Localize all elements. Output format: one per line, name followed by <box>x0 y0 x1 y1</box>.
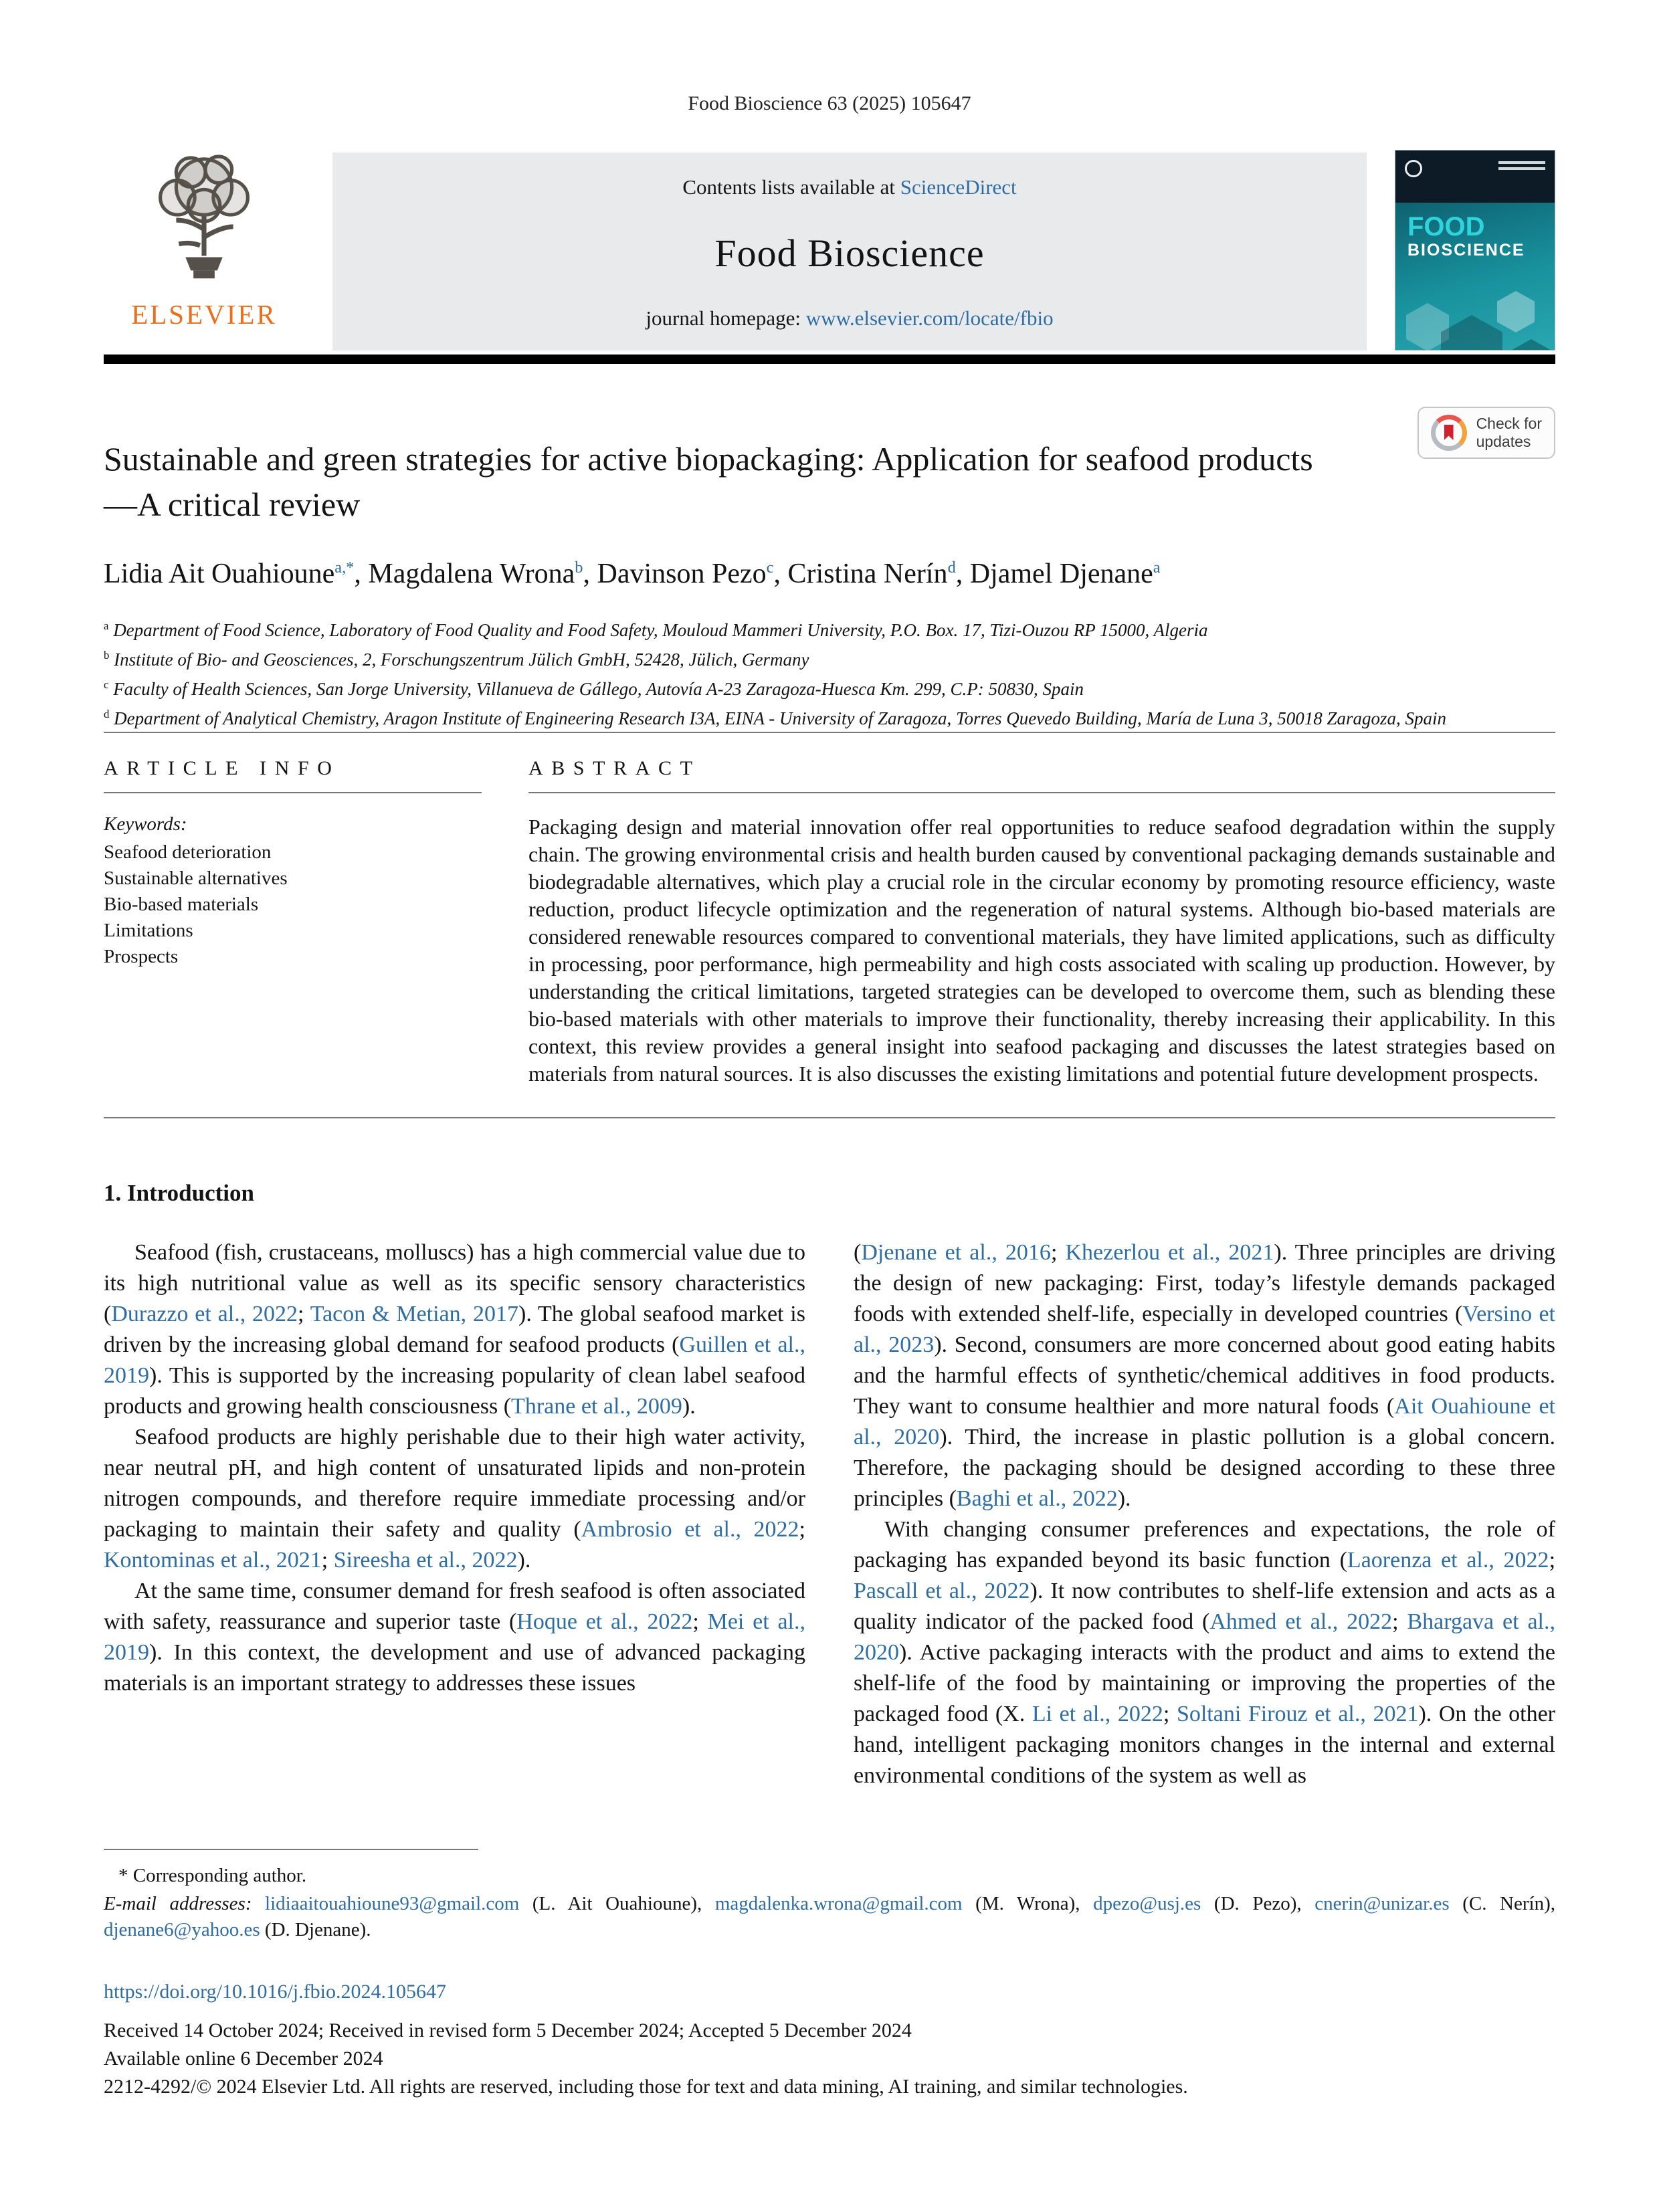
text-segment: ; <box>298 1302 310 1326</box>
text-segment: ( <box>854 1240 862 1265</box>
elsevier-tree-icon <box>132 150 276 296</box>
keyword: Bio-based materials <box>104 894 259 915</box>
cover-title-bioscience: BIOSCIENCE <box>1407 241 1525 260</box>
text-segment: With changing consumer preferences and expectations, the role of packaging has expanded beyond its basic function ( <box>854 1517 1555 1573</box>
article-info-column <box>104 757 482 1088</box>
header-divider-bar <box>104 355 1555 364</box>
author <box>970 559 1161 589</box>
inline-link[interactable]: Mei et al., 2019 <box>104 1609 805 1665</box>
text-segment: (D. Pezo), <box>1201 1893 1315 1914</box>
inline-link[interactable]: Ahmed et al., 2022 <box>1209 1609 1393 1634</box>
article-info-heading: ARTICLE INFO <box>104 757 482 793</box>
affiliation-superscript: c <box>104 678 109 691</box>
footnote-separator <box>104 1849 478 1850</box>
affiliation-superscript: d <box>104 708 110 720</box>
author-affiliation-superscript[interactable]: a,* <box>334 559 355 577</box>
inline-link[interactable]: lidiaaitouahioune93@gmail.com <box>265 1893 520 1914</box>
text-segment: Seafood (fish, crustaceans, molluscs) has a high commercial value due to its high nutritional value as well as its specific sensory characteristics ( <box>104 1240 805 1326</box>
inline-link[interactable]: magdalenka.wrona@gmail.com <box>714 1893 963 1914</box>
keyword: Prospects <box>104 946 179 967</box>
author-name: Djamel Djenane <box>969 559 1153 589</box>
text-segment: ). On the other hand, intelligent packaging monitors changes in the internal and external environmental conditions of the system as well as <box>854 1702 1556 1788</box>
copyright-line: 2212-4292/© 2024 Elsevier Ltd. All rights are reserved, including those for text and data mining, AI training, and similar technologies. <box>104 2076 1188 2098</box>
section-heading: 1. Introduction <box>104 1180 254 1206</box>
author <box>787 559 969 589</box>
check-for-updates-badge[interactable] <box>1418 407 1555 459</box>
keyword: Seafood deterioration <box>104 841 272 863</box>
inline-link[interactable]: Thrane et al., 2009 <box>511 1394 682 1419</box>
author-name: Cristina Nerín <box>787 559 948 589</box>
inline-link[interactable]: Tacon & Metian, 2017 <box>310 1302 518 1326</box>
left-column <box>104 1237 805 1791</box>
elsevier-wordmark: ELSEVIER <box>131 299 277 330</box>
author-affiliation-superscript[interactable]: a <box>1153 559 1161 577</box>
hexagon-icon <box>1441 315 1502 350</box>
text-segment: ). <box>1117 1486 1131 1511</box>
text-segment: ). It now contributes to shelf-life extension and acts as a quality indicator of the packed food ( <box>854 1579 1555 1634</box>
text-segment: ; <box>799 1517 805 1542</box>
affiliation-text: Department of Analytical Chemistry, Aragon Institute of Engineering Research I3A, EINA - University of Zaragoza, Torres Quevedo Building, María de Luna 3, 50018 Zaragoza, Spain <box>109 708 1447 728</box>
author-separator: , <box>354 559 369 589</box>
affiliation-line <box>104 614 1555 642</box>
text-segment: ). In this context, the development and use of advanced packaging materials is an important strategy to addresses these issues <box>104 1640 805 1696</box>
title-block <box>104 415 1555 527</box>
journal-masthead <box>332 153 1367 350</box>
abstract-text: Packaging design and material innovation offer real opportunities to reduce seafood degradation within the supply chain. The growing environmental crisis and health burden caused by conventional packaging demands sustainable and biodegradable alternatives, which play a crucial role in the circular economy by promoting resource efficiency, waste reduction, product lifecycle optimization and the regeneration of natural systems. Although bio-based materials are considered renewable resources compared to conventional materials, they have limited applications, such as difficulty in processing, poor performance, high permeability and high costs associated with scaling up production. However, by understanding the critical limitations, targeted strategies can be developed to overcome them, such as blending these bio-based materials with other materials to improve their functionality, thereby increasing their applicability. In this context, this review provides a general insight into seafood packaging and discusses the latest strategies based on materials from natural sources. It is also discusses the existing limitations and potential future development prospects. <box>528 815 1555 1086</box>
crossmark-label-line1: Check for <box>1476 415 1542 432</box>
text-segment: ). The global seafood market is driven by the increasing global demand for seafood products ( <box>104 1302 805 1357</box>
section-rule <box>104 1117 1555 1118</box>
text-segment: ; <box>1050 1240 1066 1265</box>
text-segment: ). <box>682 1394 696 1419</box>
hexagon-icon <box>1508 339 1555 350</box>
journal-homepage-link[interactable]: www.elsevier.com/locate/fbio <box>805 306 1054 330</box>
inline-link[interactable]: Khezerlou et al., 2021 <box>1065 1240 1274 1265</box>
text-segment: ). Second, consumers are more concerned about good eating habits and the harmful effects of synthetic/chemical additives in food products. They want to consume healthier and more natural foods ( <box>854 1332 1555 1419</box>
inline-link[interactable]: Li et al., 2022 <box>1032 1702 1163 1726</box>
text-segment: (C. Nerín), <box>1449 1893 1555 1914</box>
author-separator: , <box>583 559 597 589</box>
homepage-line <box>349 306 1351 330</box>
right-column <box>854 1237 1555 1791</box>
journal-name: Food Bioscience <box>714 231 985 275</box>
keywords-list <box>104 839 482 970</box>
text-segment: ). Three principles are driving the design of new packaging: First, today’s lifestyle demands packaged foods with extended shelf-life, especially in developed countries ( <box>854 1240 1555 1326</box>
received-dates: Received 14 October 2024; Received in revised form 5 December 2024; Accepted 5 December 2024 <box>104 2019 912 2041</box>
inline-link[interactable]: Djenane et al., 2016 <box>861 1240 1051 1265</box>
text-segment: At the same time, consumer demand for fresh seafood is often associated with safety, reassurance and superior taste ( <box>104 1579 805 1634</box>
inline-link[interactable]: Durazzo et al., 2022 <box>111 1302 298 1326</box>
abstract-column <box>528 757 1555 1088</box>
journal-cover <box>1395 150 1555 350</box>
inline-link[interactable]: djenane6@yahoo.es <box>104 1919 260 1940</box>
contents-prefix: Contents lists available at <box>682 175 900 199</box>
affiliation-superscript: b <box>104 649 110 662</box>
inline-link[interactable]: Ambrosio et al., 2022 <box>581 1517 799 1542</box>
abstract-heading: ABSTRACT <box>528 757 1555 793</box>
doi-link[interactable]: https://doi.org/10.1016/j.fbio.2024.105647 <box>104 1981 446 2003</box>
inline-link[interactable]: Kontominas et al., 2021 <box>104 1548 322 1573</box>
author <box>104 559 368 589</box>
crossmark-icon <box>1431 415 1467 451</box>
text-segment: E-mail addresses: <box>104 1893 266 1914</box>
affiliation-line <box>104 673 1555 701</box>
affiliations-list <box>104 614 1555 730</box>
author-name: Lidia Ait Ouahioune <box>104 559 335 589</box>
authors-line <box>104 558 1555 590</box>
text-segment: ). Third, the increase in plastic pollution is a global concern. Therefore, the packaging should be designed according to these three principles ( <box>854 1425 1555 1511</box>
intro-paragraph <box>104 1576 805 1699</box>
author-name: Magdalena Wrona <box>368 559 575 589</box>
author <box>597 559 787 589</box>
text-segment: (D. Djenane). <box>260 1919 371 1940</box>
inline-link[interactable]: Laorenza et al., 2022 <box>1347 1548 1549 1573</box>
text-segment: ; <box>1392 1609 1407 1634</box>
author-separator: , <box>955 559 970 589</box>
inline-link[interactable]: Versino et al., 2023 <box>854 1302 1555 1357</box>
cover-title <box>1407 213 1525 260</box>
article-info-abstract-section <box>104 733 1555 1117</box>
text-segment: ; <box>1163 1702 1177 1726</box>
author <box>368 559 597 589</box>
author-affiliation-superscript[interactable]: c <box>766 559 774 577</box>
inline-link[interactable]: Ait Ouahioune et al., 2020 <box>854 1394 1555 1449</box>
sciencedirect-link[interactable]: ScienceDirect <box>900 175 1017 199</box>
text-segment: (L. Ait Ouahioune), <box>519 1893 715 1914</box>
author-affiliation-superscript[interactable]: d <box>947 559 956 577</box>
text-segment: ; <box>321 1548 334 1573</box>
inline-link[interactable]: Guillen et al., 2019 <box>104 1332 805 1388</box>
keyword: Sustainable alternatives <box>104 868 288 889</box>
author-separator: , <box>773 559 788 589</box>
intro-paragraph <box>854 1237 1555 1514</box>
inline-link[interactable]: Hoque et al., 2022 <box>516 1609 693 1634</box>
inline-link[interactable]: Baghi et al., 2022 <box>956 1486 1118 1511</box>
affiliation-text: Department of Food Science, Laboratory of Food Quality and Food Safety, Mouloud Mammeri University, P.O. Box. 17, Tizi-Ouzou RP 15000, Algeria <box>108 620 1208 640</box>
crossmark-label-line2: updates <box>1476 433 1531 450</box>
text-segment: ). This is supported by the increasing popularity of clean label seafood products and growing health consciousness ( <box>104 1363 805 1419</box>
introduction-section <box>104 1180 1555 1791</box>
elsevier-logo <box>104 150 304 350</box>
author-name: Davinson Pezo <box>597 559 767 589</box>
inline-link[interactable]: Pascall et al., 2022 <box>854 1579 1030 1603</box>
affiliation-superscript: a <box>104 619 109 632</box>
affiliation-line <box>104 643 1555 672</box>
text-segment: ). Active packaging interacts with the product and aims to extend the shelf-life of the food by maintaining or improving the properties of the packaged food (X. <box>854 1640 1555 1726</box>
cover-decorative-lines <box>1498 161 1545 173</box>
available-online: Available online 6 December 2024 <box>104 2047 383 2070</box>
inline-link[interactable]: Bhargava et al., 2020 <box>854 1609 1555 1665</box>
keyword: Limitations <box>104 920 193 941</box>
article-title: Sustainable and green strategies for active biopackaging: Application for seafood products—A critical review <box>104 440 1313 523</box>
text-segment: ). <box>517 1548 531 1573</box>
cover-title-food: FOOD <box>1407 212 1485 241</box>
text-segment: Seafood products are highly perishable due to their high water activity, near neutral pH, and high content of unsaturated lipids and non-protein nitrogen compounds, and therefore require immediate processing and/or packaging to maintain their safety and quality ( <box>104 1425 805 1542</box>
intro-paragraph <box>104 1237 805 1422</box>
cover-publisher-mark-icon <box>1405 160 1422 177</box>
journal-reference: Food Bioscience 63 (2025) 105647 <box>688 92 971 114</box>
journal-header-banner <box>104 150 1555 350</box>
contents-line <box>349 175 1351 199</box>
footnote-block <box>104 1849 1555 1943</box>
intro-paragraph <box>104 1422 805 1576</box>
two-column-body <box>104 1237 1555 1791</box>
text-segment: ; <box>692 1609 708 1634</box>
inline-link[interactable]: dpezo@usj.es <box>1093 1893 1201 1914</box>
keywords-label: Keywords: <box>104 813 187 835</box>
author-affiliation-superscript[interactable]: b <box>575 559 583 577</box>
homepage-prefix: journal homepage: <box>646 306 806 330</box>
text-segment: ; <box>1549 1548 1556 1573</box>
email-addresses-line <box>104 1891 1555 1943</box>
hexagon-icon <box>1497 291 1535 332</box>
inline-link[interactable]: Soltani Firouz et al., 2021 <box>1176 1702 1419 1726</box>
affiliation-line <box>104 702 1555 730</box>
inline-link[interactable]: Sireesha et al., 2022 <box>333 1548 518 1573</box>
corresponding-author-note: * Corresponding author. <box>118 1865 307 1886</box>
text-segment: (M. Wrona), <box>962 1893 1094 1914</box>
article-footer <box>104 1978 1555 2101</box>
intro-paragraph <box>854 1514 1555 1791</box>
affiliation-text: Institute of Bio- and Geosciences, 2, Forschungszentrum Jülich GmbH, 52428, Jülich, Germany <box>109 649 809 670</box>
inline-link[interactable]: cnerin@unizar.es <box>1314 1893 1450 1914</box>
affiliation-text: Faculty of Health Sciences, San Jorge University, Villanueva de Gállego, Autovía A-23 Zaragoza-Huesca Km. 299, C.P: 50830, Spain <box>108 679 1084 699</box>
